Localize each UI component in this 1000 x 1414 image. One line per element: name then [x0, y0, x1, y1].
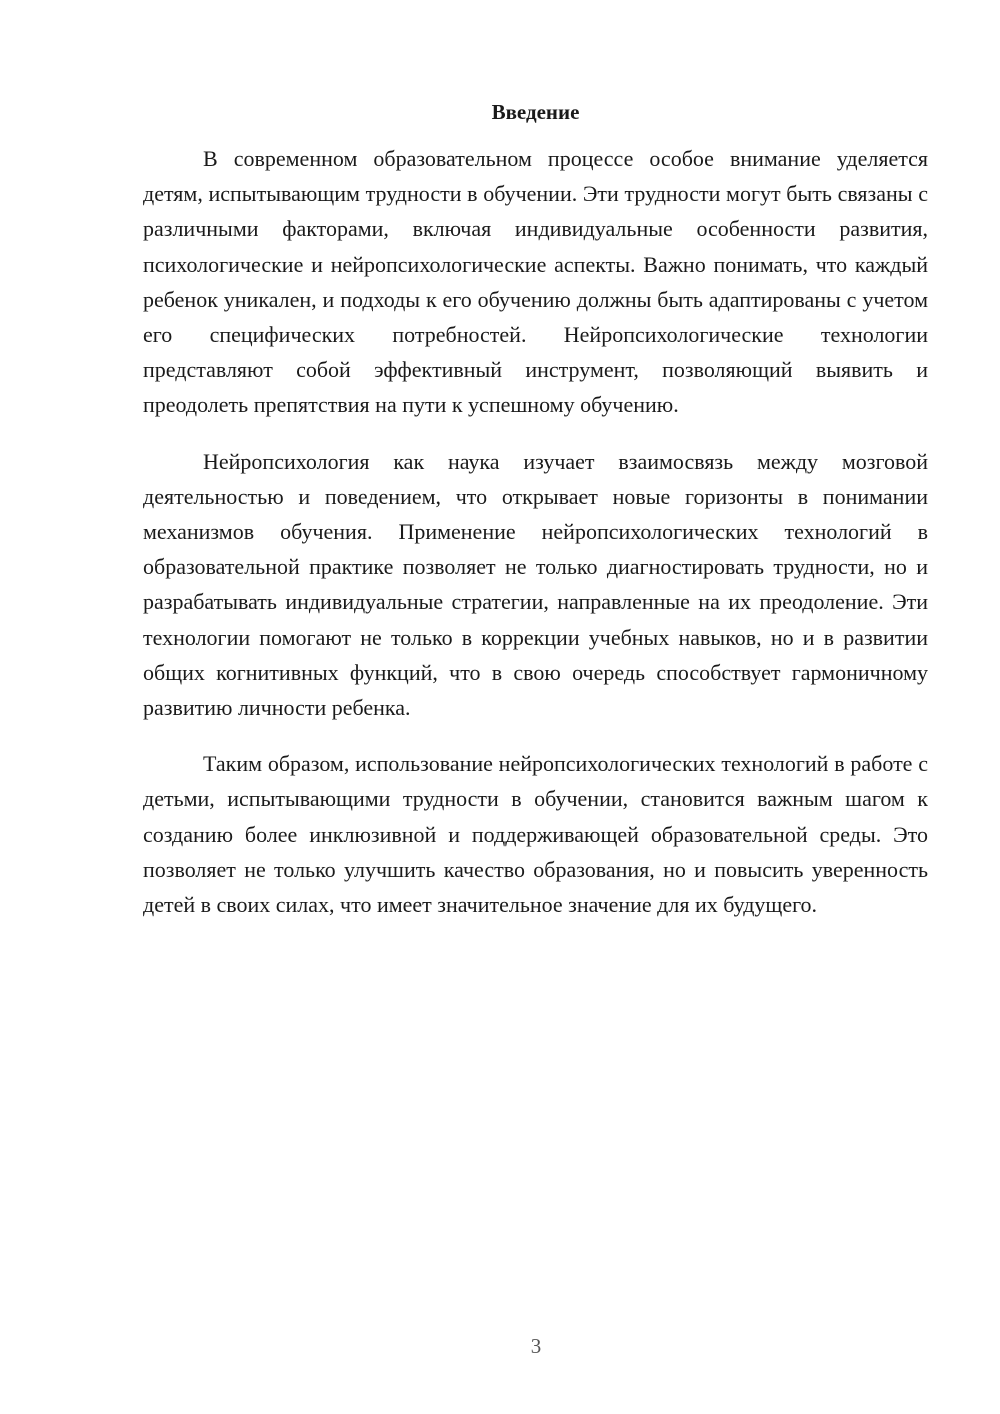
page-number: 3: [530, 1334, 542, 1358]
paragraph-3: Таким образом, использование нейропсихологических технологий в работе с детьми, испытывающими трудности в обучении, становится важным шагом к созданию более инклюзивной и поддерживающей образовательной среды. Это позволяет не только улучшить качество образования, но и повысить уверенность детей в своих силах, что имеет значительное значение для их будущего.: [143, 751, 928, 918]
paragraph-2: Нейропсихология как наука изучает взаимосвязь между мозговой деятельностью и поведением, что открывает новые горизонты в понимании механизмов обучения. Применение нейропсихологических технологий в образовательной практике позволяет не только диагностировать трудности, но и разрабатывать индивидуальные стратегии, направленные на их преодоление. Эти технологии помогают не только в коррекции учебных навыков, но и в развитии общих когнитивных функций, что в свою очередь способствует гармоничному развитию личности ребенка.: [143, 448, 928, 721]
paragraph-1: В современном образовательном процессе особое внимание уделяется детям, испытывающим трудности в обучении. Эти трудности могут быть связаны с различными факторами, включая индивидуальные особенности развития, психологические и нейропсихологические аспекты. Важно понимать, что каждый ребенок уникален, и подходы к его обучению должны быть адаптированы с учетом его специфических потребностей. Нейропсихологические технологии представляют собой эффективный инструмент, позволяющий выявить и преодолеть препятствия на пути к успешному обучению.: [143, 146, 928, 418]
section-heading: Введение: [491, 100, 580, 124]
body-text: [143, 141, 928, 943]
